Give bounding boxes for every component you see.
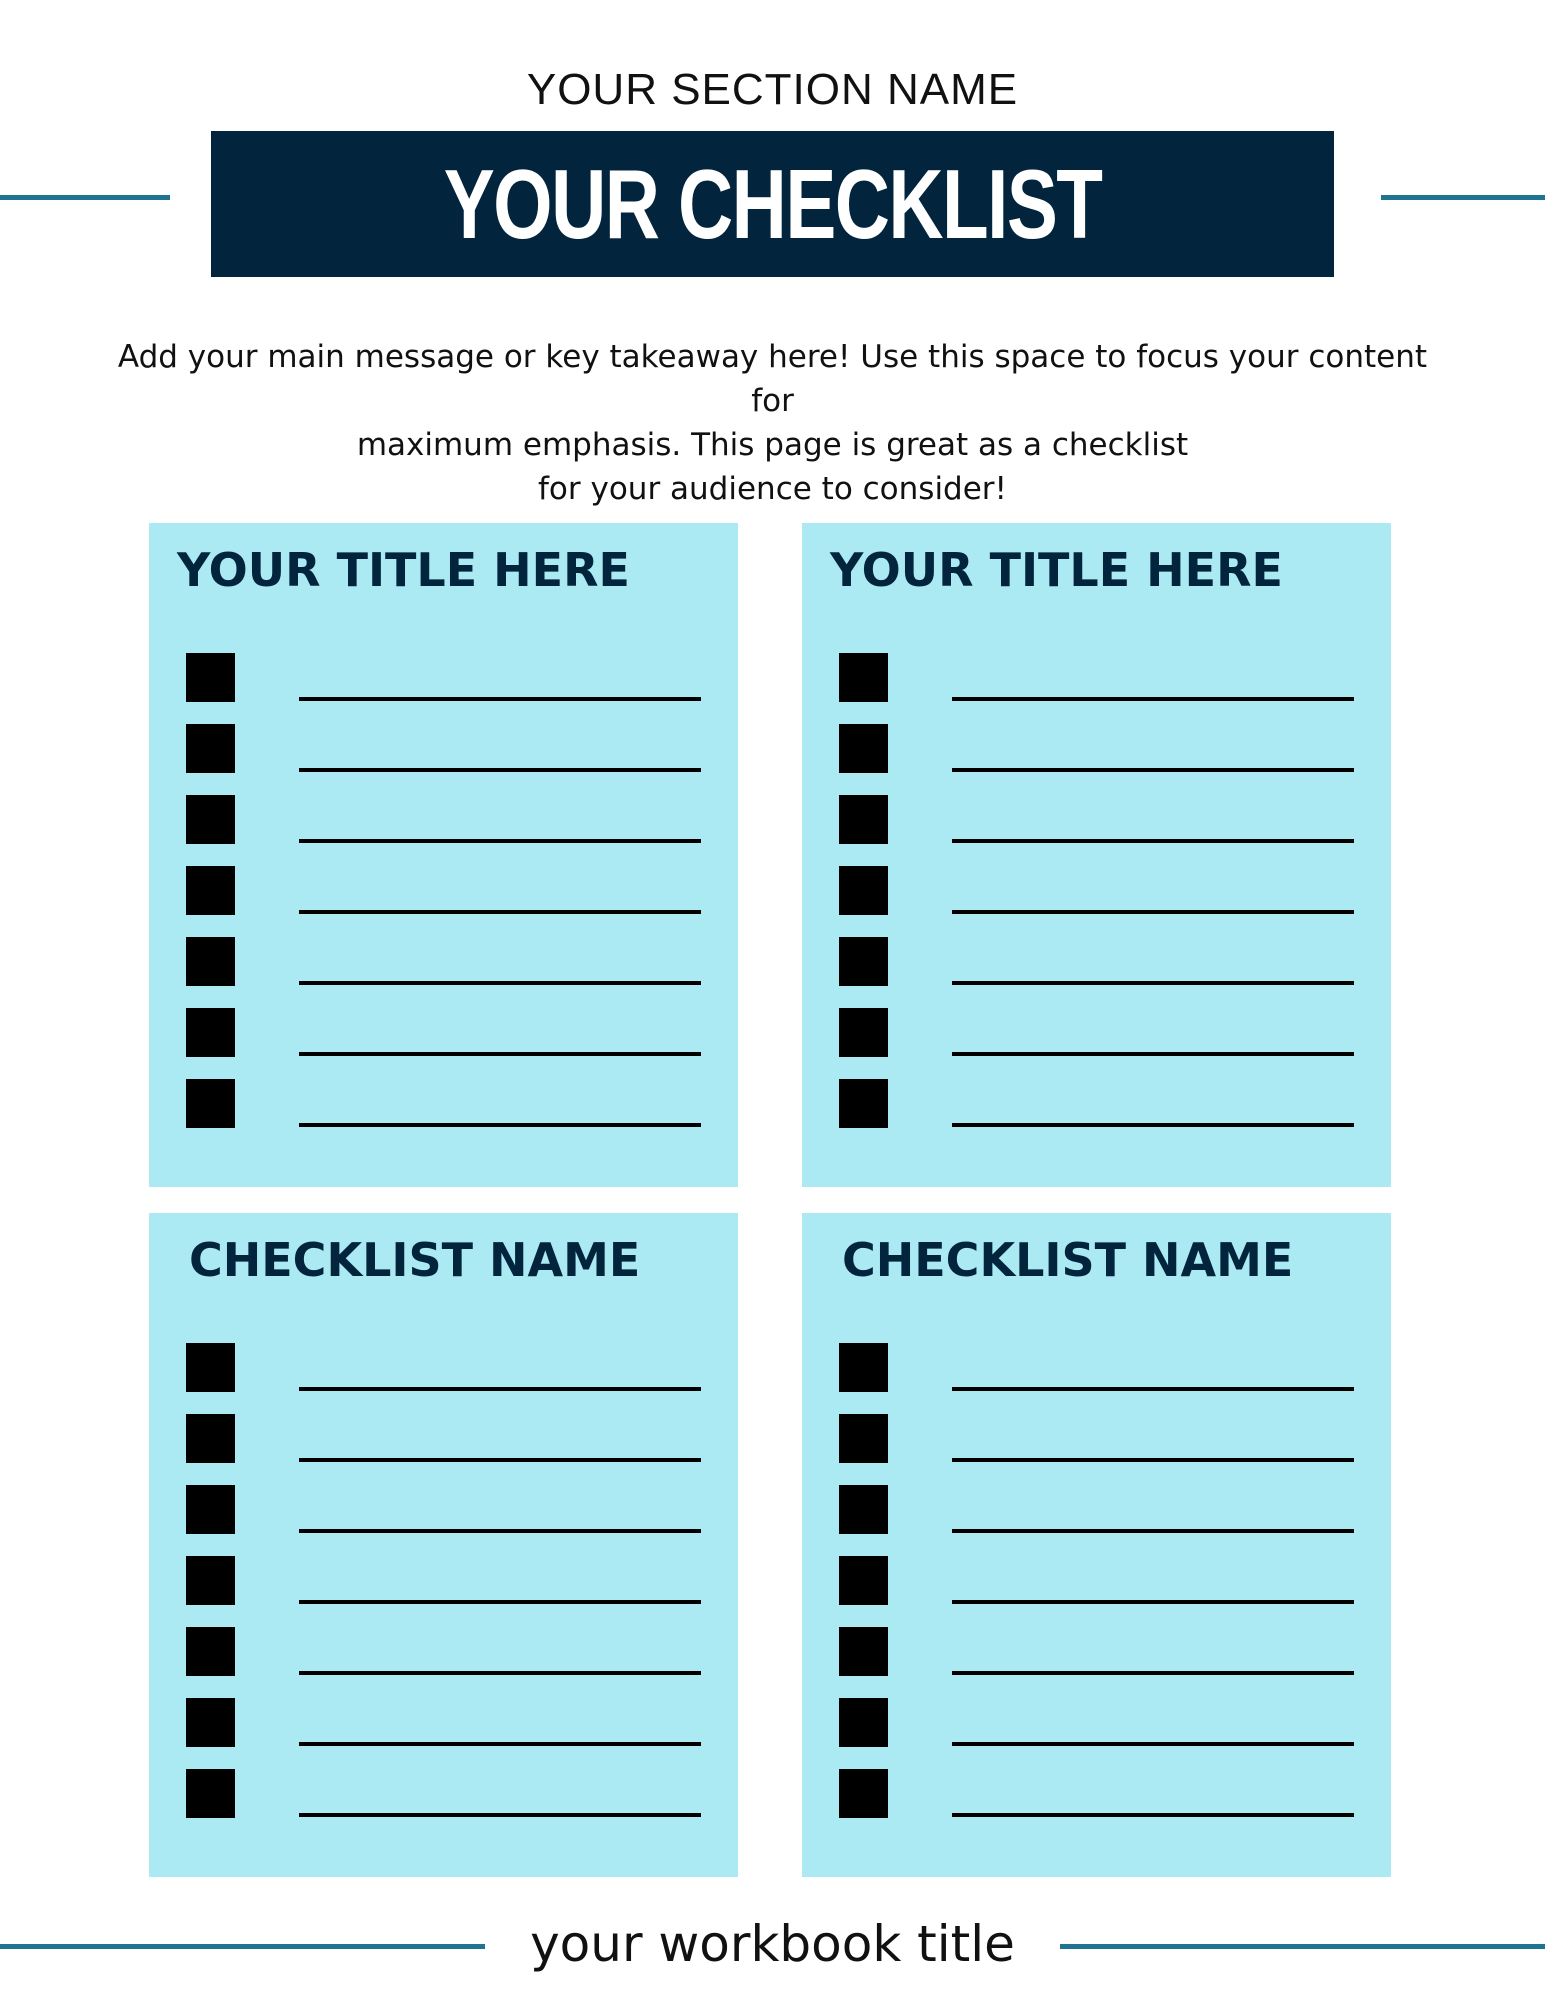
write-in-line[interactable] [952, 1813, 1354, 1817]
checkbox-icon[interactable] [186, 1414, 235, 1463]
section-name: YOUR SECTION NAME [526, 65, 1019, 114]
checkbox-icon[interactable] [839, 653, 888, 702]
checkbox-icon[interactable] [186, 1698, 235, 1747]
checklist-item [839, 1556, 1354, 1605]
checkbox-icon[interactable] [839, 1698, 888, 1747]
checklist-item [186, 1343, 701, 1392]
checkbox-icon[interactable] [839, 1627, 888, 1676]
checkbox-icon[interactable] [186, 1343, 235, 1392]
checkbox-icon[interactable] [839, 1485, 888, 1534]
checklist-item [186, 1414, 701, 1463]
write-in-line[interactable] [299, 1052, 701, 1056]
page-title: YOUR CHECKLIST [443, 149, 1102, 259]
checkbox-icon[interactable] [839, 866, 888, 915]
decorative-rule-left [0, 195, 170, 200]
checklist-item [839, 795, 1354, 844]
write-in-line[interactable] [952, 1529, 1354, 1533]
checklist-item [839, 724, 1354, 773]
write-in-line[interactable] [952, 1387, 1354, 1391]
checklist-item [839, 1414, 1354, 1463]
checklist-panel-bottom-left [149, 1213, 738, 1877]
intro-line: Add your main message or key takeaway here! Use this space to focus your content for [117, 339, 1428, 419]
write-in-line[interactable] [299, 697, 701, 701]
write-in-line[interactable] [952, 981, 1354, 985]
checklist-item [186, 1556, 701, 1605]
checkbox-icon[interactable] [186, 653, 235, 702]
checklist-item [186, 1698, 701, 1747]
write-in-line[interactable] [952, 1600, 1354, 1604]
checklist-panel-top-left [149, 523, 738, 1187]
checkbox-icon[interactable] [186, 1769, 235, 1818]
panel-title: CHECKLIST NAME [189, 1233, 641, 1287]
write-in-line[interactable] [952, 1052, 1354, 1056]
checklist-item [839, 1079, 1354, 1128]
checklist-item [839, 653, 1354, 702]
checkbox-icon[interactable] [839, 1008, 888, 1057]
checklist-item [839, 937, 1354, 986]
workbook-title: your workbook title [530, 1915, 1015, 1973]
checkbox-icon[interactable] [186, 1079, 235, 1128]
checkbox-icon[interactable] [839, 1556, 888, 1605]
checkbox-icon[interactable] [186, 1485, 235, 1534]
write-in-line[interactable] [299, 981, 701, 985]
checkbox-icon[interactable] [186, 866, 235, 915]
checkbox-icon[interactable] [839, 1343, 888, 1392]
checklist-item [186, 866, 701, 915]
checklist-item [186, 1079, 701, 1128]
checklist-item [186, 1769, 701, 1818]
write-in-line[interactable] [952, 768, 1354, 772]
checkbox-icon[interactable] [186, 724, 235, 773]
panel-title: YOUR TITLE HERE [177, 543, 630, 597]
checkbox-icon[interactable] [186, 1627, 235, 1676]
write-in-line[interactable] [952, 1671, 1354, 1675]
write-in-line[interactable] [952, 1458, 1354, 1462]
write-in-line[interactable] [952, 839, 1354, 843]
checklist-item [186, 1008, 701, 1057]
intro-message [100, 335, 1445, 511]
title-banner [211, 131, 1334, 277]
checklist-item [186, 1627, 701, 1676]
write-in-line[interactable] [299, 1387, 701, 1391]
checkbox-icon[interactable] [186, 795, 235, 844]
checklist-item [839, 1008, 1354, 1057]
intro-line: maximum emphasis. This page is great as a checklist [356, 427, 1189, 463]
checkbox-icon[interactable] [186, 1008, 235, 1057]
checklist-item [839, 1698, 1354, 1747]
checkbox-icon[interactable] [186, 937, 235, 986]
checkbox-icon[interactable] [839, 937, 888, 986]
write-in-line[interactable] [952, 910, 1354, 914]
checklist-item [839, 1343, 1354, 1392]
checklist-item [186, 653, 701, 702]
checklist-panel-bottom-right [802, 1213, 1391, 1877]
panel-title: YOUR TITLE HERE [830, 543, 1283, 597]
checklist-panel-top-right [802, 523, 1391, 1187]
write-in-line[interactable] [299, 839, 701, 843]
checklist-item [186, 724, 701, 773]
write-in-line[interactable] [299, 1600, 701, 1604]
write-in-line[interactable] [299, 1742, 701, 1746]
decorative-rule-right [1381, 195, 1545, 200]
checklist-item [839, 1627, 1354, 1676]
write-in-line[interactable] [952, 697, 1354, 701]
write-in-line[interactable] [299, 768, 701, 772]
write-in-line[interactable] [299, 1813, 701, 1817]
write-in-line[interactable] [952, 1123, 1354, 1127]
write-in-line[interactable] [299, 910, 701, 914]
checklist-item [839, 1769, 1354, 1818]
intro-line: for your audience to consider! [538, 471, 1007, 507]
checkbox-icon[interactable] [186, 1556, 235, 1605]
checklist-item [186, 937, 701, 986]
checkbox-icon[interactable] [839, 1414, 888, 1463]
write-in-line[interactable] [299, 1529, 701, 1533]
checklist-item [839, 1485, 1354, 1534]
checklist-item [186, 1485, 701, 1534]
checkbox-icon[interactable] [839, 1079, 888, 1128]
checkbox-icon[interactable] [839, 724, 888, 773]
checkbox-icon[interactable] [839, 1769, 888, 1818]
checkbox-icon[interactable] [839, 795, 888, 844]
write-in-line[interactable] [299, 1671, 701, 1675]
write-in-line[interactable] [299, 1123, 701, 1127]
checklist-item [839, 866, 1354, 915]
panel-title: CHECKLIST NAME [842, 1233, 1294, 1287]
write-in-line[interactable] [299, 1458, 701, 1462]
checklist-item [186, 795, 701, 844]
write-in-line[interactable] [952, 1742, 1354, 1746]
